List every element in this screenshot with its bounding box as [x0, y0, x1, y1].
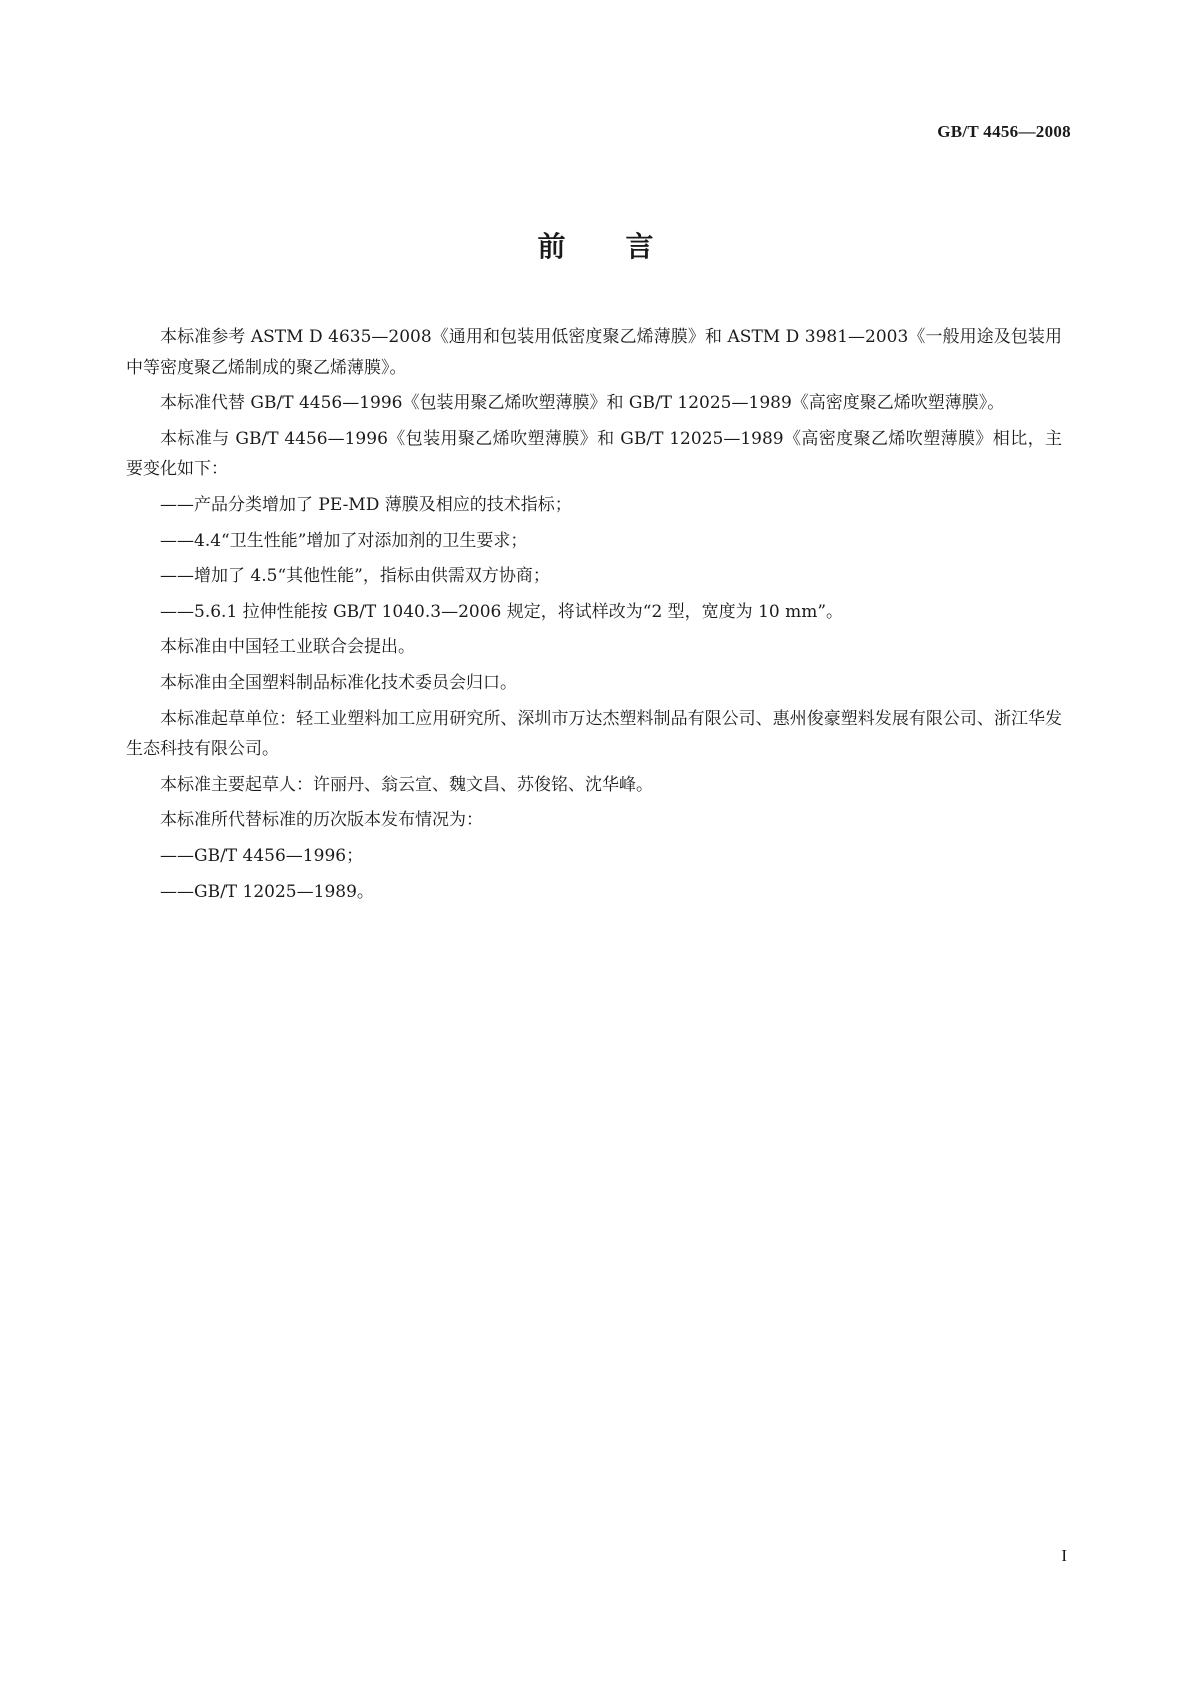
standard-code: GB/T 4456—2008 [937, 122, 1071, 141]
paragraph-committee: 本标准由全国塑料制品标准化技术委员会归口。 [160, 672, 517, 693]
history-item: ——GB/T 12025—1989。 [160, 881, 374, 902]
history-item: ——GB/T 4456—1996； [160, 845, 364, 866]
change-item: ——5.6.1 拉伸性能按 GB/T 1040.3—2006 规定，将试样改为“2 型，宽度为 10 mm”。 [160, 601, 844, 622]
change-item: ——产品分类增加了 PE-MD 薄膜及相应的技术指标； [160, 494, 572, 515]
change-item: ——4.4“卫生性能”增加了对添加剂的卫生要求； [160, 530, 528, 551]
paragraph-drafters: 本标准主要起草人：许丽丹、翁云宣、魏文昌、苏俊铭、沈华峰。 [160, 774, 653, 795]
page-title: 前言 [537, 230, 714, 263]
paragraph-changes-intro: 本标准与 GB/T 4456—1996《包装用聚乙烯吹塑薄膜》和 GB/T 12025—1989《高密度聚乙烯吹塑薄膜》相比，主要变化如下： [126, 428, 1062, 480]
change-item: ——增加了 4.5“其他性能”，指标由供需双方协商； [160, 566, 550, 587]
paragraph-reference: 本标准参考 ASTM D 4635—2008《通用和包装用低密度聚乙烯薄膜》和 ASTM D 3981—2003《一般用途及包装用中等密度聚乙烯制成的聚乙烯薄膜》。 [126, 327, 1062, 378]
paragraph-proposer: 本标准由中国轻工业联合会提出。 [160, 637, 415, 658]
foreword-body [126, 322, 1062, 912]
paragraph-drafting-units: 本标准起草单位：轻工业塑料加工应用研究所、深圳市万达杰塑料制品有限公司、惠州俊豪塑料发展有限公司、浙江华发生态科技有限公司。 [126, 708, 1062, 760]
paragraph-replaces: 本标准代替 GB/T 4456—1996《包装用聚乙烯吹塑薄膜》和 GB/T 12025—1989《高密度聚乙烯吹塑薄膜》。 [160, 393, 1005, 414]
paragraph-history-intro: 本标准所代替标准的历次版本发布情况为： [160, 810, 483, 831]
page-number: I [1061, 1546, 1067, 1565]
